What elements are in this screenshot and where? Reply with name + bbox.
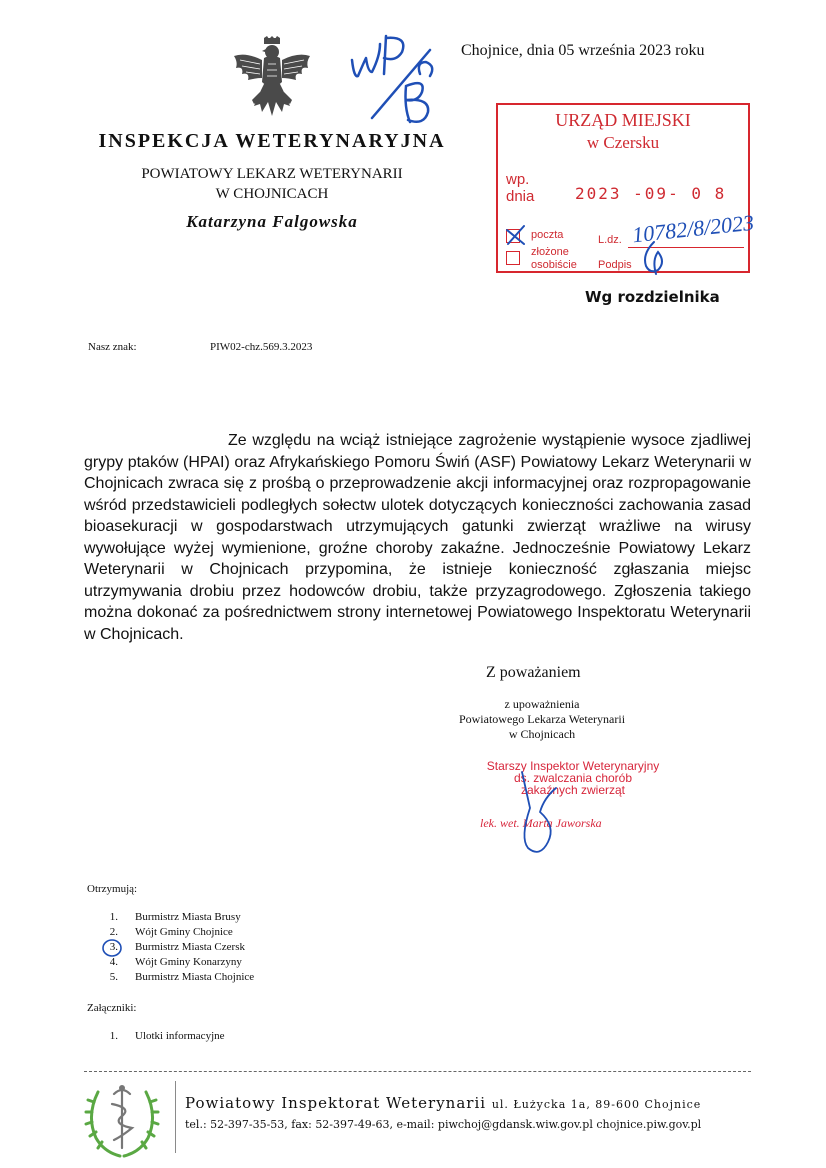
stamp-podpis-label: Podpis bbox=[598, 259, 632, 271]
stamp-wp-label: wp. bbox=[506, 171, 530, 188]
closing-salutation: Z poważaniem bbox=[486, 664, 581, 681]
footer-institution-name: Powiatowy Inspektorat Weterynarii bbox=[185, 1094, 487, 1112]
footer-address: ul. Łużycka 1a, 89-600 Chojnice bbox=[491, 1098, 702, 1111]
list-item-number: 2. bbox=[109, 926, 118, 938]
footer-separator bbox=[175, 1081, 176, 1153]
list-item-number: 4. bbox=[109, 956, 118, 968]
stamp-osobiscie-label: osobiście bbox=[531, 259, 577, 271]
auth-line-1: z upoważnienia bbox=[504, 697, 580, 711]
list-item bbox=[90, 1029, 225, 1044]
list-item bbox=[90, 910, 254, 925]
signature-mark-icon bbox=[636, 240, 672, 276]
official-name: Katarzyna Falgowska bbox=[186, 212, 358, 231]
body-paragraph: Ze względu na wciąż istniejące zagrożenie wystąpienie wysoce zjadliwej grypy ptaków (HPAI) oraz Afrykańskiego Pomoru Świń (ASF) Powiatowy Lekarz Weterynarii w Chojnicach zwraca się z prośbą o przeprowadzenie akcji informacyjnej oraz rozpropagowanie wśród przedstawicieli podległych sołectw ulotek dotyczących konieczności zachowania zasad bioasekuracji w gospodarstwach utrzymujących gatunki zwierząt wrażliwe na wirusy wywołujące wyżej wymienione, groźne choroby zakaźne. Jednocześnie Powiatowy Lekarz Weterynarii w Chojnicach przypomina, że istnieje konieczność zgłaszania miejsc utrzymywania drobiu przez hodowców drobiu, także przyzagrodowego. Zgłoszenia takiego można dokonać za pośrednictwem strony internetowej Powiatowego Inspektoratu Weterynarii w Chojnicach. bbox=[84, 432, 751, 643]
stamp-signer-name: lek. wet. Marta Jaworska bbox=[480, 816, 602, 830]
subtitle-line-2: W CHOJNICACH bbox=[215, 186, 329, 202]
stamp-title-line-2: ds. zwalczania chorób bbox=[513, 771, 633, 785]
reference-number: PIW02-chz.569.3.2023 bbox=[210, 341, 313, 353]
list-item-number: 5. bbox=[109, 971, 118, 983]
list-item-name: Wójt Gminy Chojnice bbox=[135, 926, 233, 938]
stamp-date-value: 2023 -09- 0 8 bbox=[575, 184, 727, 203]
stamp-office: URZĄD MIEJSKI bbox=[555, 110, 691, 130]
list-item-name: Ulotki informacyjne bbox=[135, 1030, 225, 1042]
authorization-block bbox=[438, 697, 646, 742]
stamp-dnia-label: dnia bbox=[506, 188, 535, 205]
list-item-name: Wójt Gminy Konarzyny bbox=[135, 956, 242, 968]
attachments-list bbox=[90, 1029, 225, 1044]
distribution-label: Otrzymują: bbox=[87, 883, 138, 895]
auth-line-3: w Chojnicach bbox=[508, 727, 576, 741]
list-item bbox=[90, 970, 254, 985]
auth-line-2: Powiatowego Lekarza Weterynarii bbox=[458, 712, 626, 726]
document-date: Chojnice, dnia 05 września 2023 roku bbox=[461, 42, 705, 59]
list-item-number: 1. bbox=[109, 911, 118, 923]
attachments-label: Załączniki: bbox=[87, 1002, 137, 1014]
caduceus-logo-icon bbox=[84, 1082, 160, 1160]
footer-institution bbox=[185, 1094, 701, 1112]
institution-name: INSPEKCJA WETERYNARYJNA bbox=[98, 130, 446, 152]
list-item-name: Burmistrz Miasta Czersk bbox=[135, 941, 245, 953]
eagle-emblem-icon bbox=[232, 36, 312, 118]
list-item-name: Burmistrz Miasta Brusy bbox=[135, 911, 241, 923]
circle-mark-icon bbox=[101, 938, 123, 958]
letter-body bbox=[84, 430, 751, 645]
stamp-title-line-1: Starszy Inspektor Weterynaryjny bbox=[486, 759, 660, 773]
list-item-number: 1. bbox=[109, 1030, 118, 1042]
footer-divider bbox=[84, 1071, 751, 1072]
stamp-ldz-label: L.dz. bbox=[598, 234, 622, 246]
recipient-heading: Wg rozdzielnika bbox=[585, 288, 720, 306]
stamp-poczta-label: poczta bbox=[531, 229, 564, 241]
handwritten-initials-icon bbox=[346, 32, 446, 128]
list-item-number: 3. bbox=[109, 941, 118, 953]
handwritten-signature-icon bbox=[500, 768, 580, 858]
footer-contact: tel.: 52-397-35-53, fax: 52-397-49-63, e-mail: piwchoj@gdansk.wiw.gov.pl chojnice.piw.gov.pl bbox=[185, 1118, 702, 1131]
osobiscie-checkbox bbox=[506, 251, 520, 265]
stamp-city: w Czersku bbox=[586, 133, 660, 152]
handwritten-ldz-value: 10782/8/2023 bbox=[630, 209, 756, 248]
checkbox-cross-icon bbox=[504, 224, 528, 246]
stamp-zlozone-label: złożone bbox=[531, 246, 569, 258]
institution-subtitle bbox=[84, 164, 460, 204]
reference-label: Nasz znak: bbox=[88, 341, 137, 353]
list-item-name: Burmistrz Miasta Chojnice bbox=[135, 971, 255, 983]
subtitle-line-1: POWIATOWY LEKARZ WETERYNARII bbox=[141, 166, 403, 182]
stamp-title-line-3: zakaźnych zwierząt bbox=[520, 783, 626, 797]
